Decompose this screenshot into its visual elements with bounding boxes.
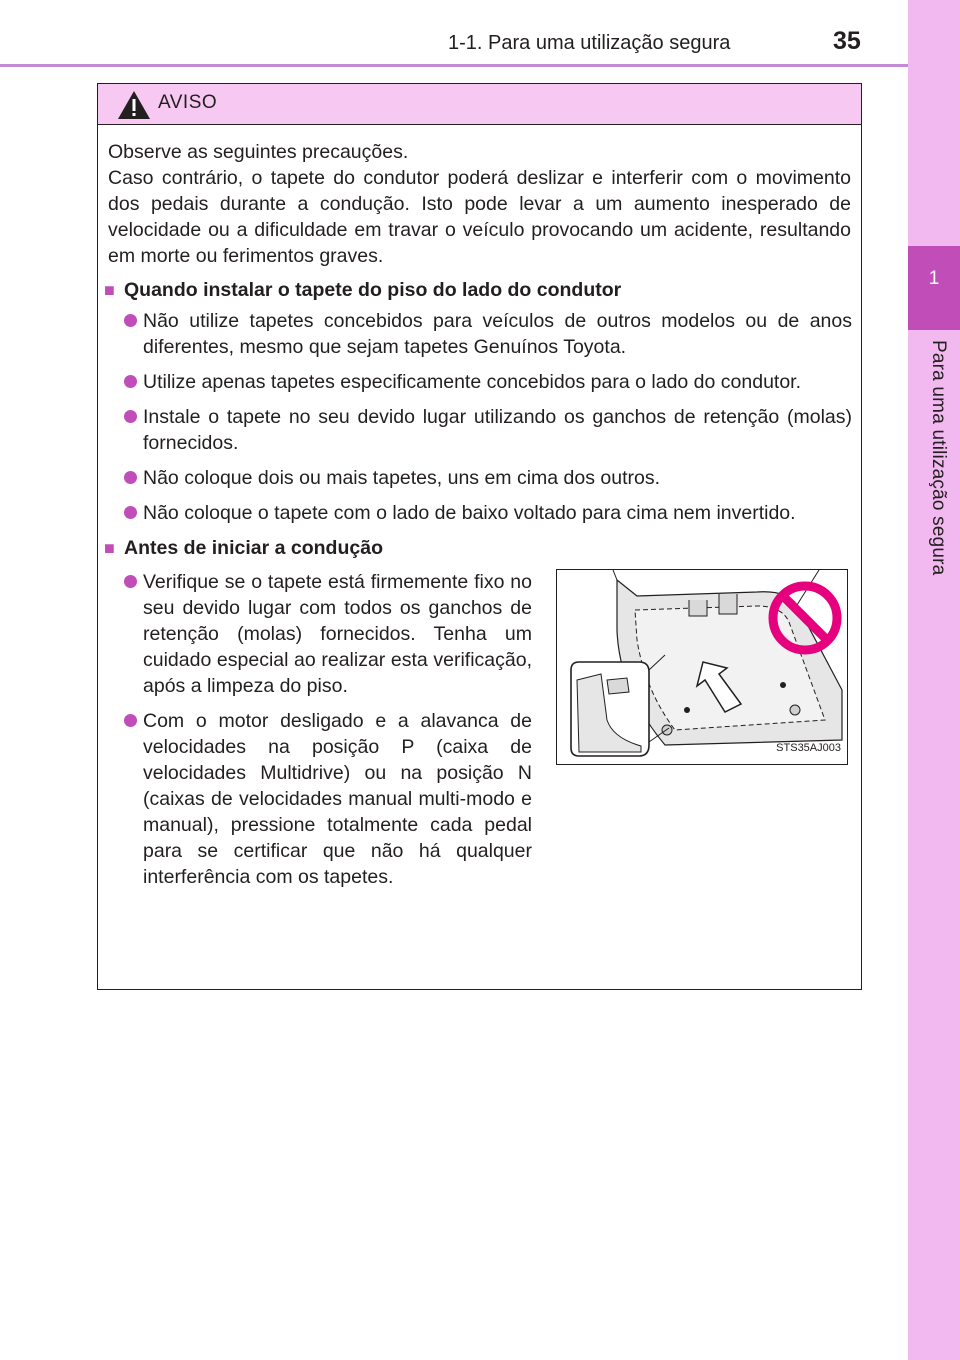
intro-paragraph <box>98 139 861 269</box>
bullet-item <box>124 569 532 699</box>
figure-caption: STS35AJ003 <box>776 742 841 754</box>
warning-triangle-icon <box>117 90 151 120</box>
section-heading-before-driving <box>104 535 861 561</box>
bullet-text: Não coloque dois ou mais tapetes, uns em cima dos outros. <box>143 467 661 489</box>
warning-box <box>97 83 862 990</box>
page-number: 35 <box>833 27 861 55</box>
header-rule <box>0 64 960 67</box>
bullet-text: Não coloque o tapete com o lado de baixo voltado para cima nem invertido. <box>143 502 796 524</box>
side-tab-number: 1 <box>908 246 960 330</box>
bullet-text: Verifique se o tapete está firmemente fixo no seu devido lugar com todos os ganchos de retenção (molas) fornecidos. Tenha um cuidado especial ao realizar esta verificação, após a limpeza do piso. <box>143 571 532 697</box>
square-bullet-icon: ■ <box>104 280 115 300</box>
page-title: 1-1. Para uma utilização segura <box>448 32 731 54</box>
circle-bullet-icon <box>124 575 137 588</box>
bullet-item <box>124 404 852 456</box>
intro-text: Caso contrário, o tapete do condutor poderá deslizar e interferir com o movimento dos pedais durante a condução. Isto pode levar a um aumento inesperado de velocidade ou a dificuldade em travar o veículo provocando um acidente, resultando em morte ou ferimentos graves. <box>108 167 851 267</box>
side-tab <box>908 0 960 1360</box>
bullet-text: Instale o tapete no seu devido lugar utilizando os ganchos de retenção (molas) fornecidos. <box>143 406 852 454</box>
warning-content <box>98 139 861 899</box>
split-left <box>98 569 532 899</box>
bullet-text: Não utilize tapetes concebidos para veículos de outros modelos ou de anos diferentes, mesmo que sejam tapetes Genuínos Toyota. <box>143 310 852 358</box>
bullet-item <box>124 465 852 491</box>
intro-line-1: Observe as seguintes precauções. <box>108 141 409 163</box>
floor-mat-illustration <box>556 569 848 765</box>
section-heading-text: Quando instalar o tapete do piso do lado do condutor <box>124 279 622 301</box>
circle-bullet-icon <box>124 375 137 388</box>
bullet-item <box>124 308 852 360</box>
section-heading-install <box>104 277 861 303</box>
side-tab-label: Para uma utilização segura <box>928 340 949 576</box>
square-bullet-icon: ■ <box>104 538 115 558</box>
circle-bullet-icon <box>124 506 137 519</box>
circle-bullet-icon <box>124 410 137 423</box>
circle-bullet-icon <box>124 471 137 484</box>
bullet-text: Utilize apenas tapetes especificamente concebidos para o lado do condutor. <box>143 371 802 393</box>
section-heading-text: Antes de iniciar a condução <box>124 537 383 559</box>
bullet-item <box>124 500 852 526</box>
bullet-text: Com o motor desligado e a alavanca de velocidades na posição P (caixa de velocidades Multidrive) ou na posição N (caixas de velocidades manual multi-modo e manual), pressione totalmente cada pedal para se certificar que não há qualquer interferência com os tapetes. <box>143 710 532 888</box>
warning-header <box>98 84 861 125</box>
bullet-item <box>124 369 852 395</box>
warning-label: AVISO <box>158 92 218 113</box>
circle-bullet-icon <box>124 314 137 327</box>
circle-bullet-icon <box>124 714 137 727</box>
split-section <box>98 569 861 899</box>
bullet-item <box>124 708 532 890</box>
